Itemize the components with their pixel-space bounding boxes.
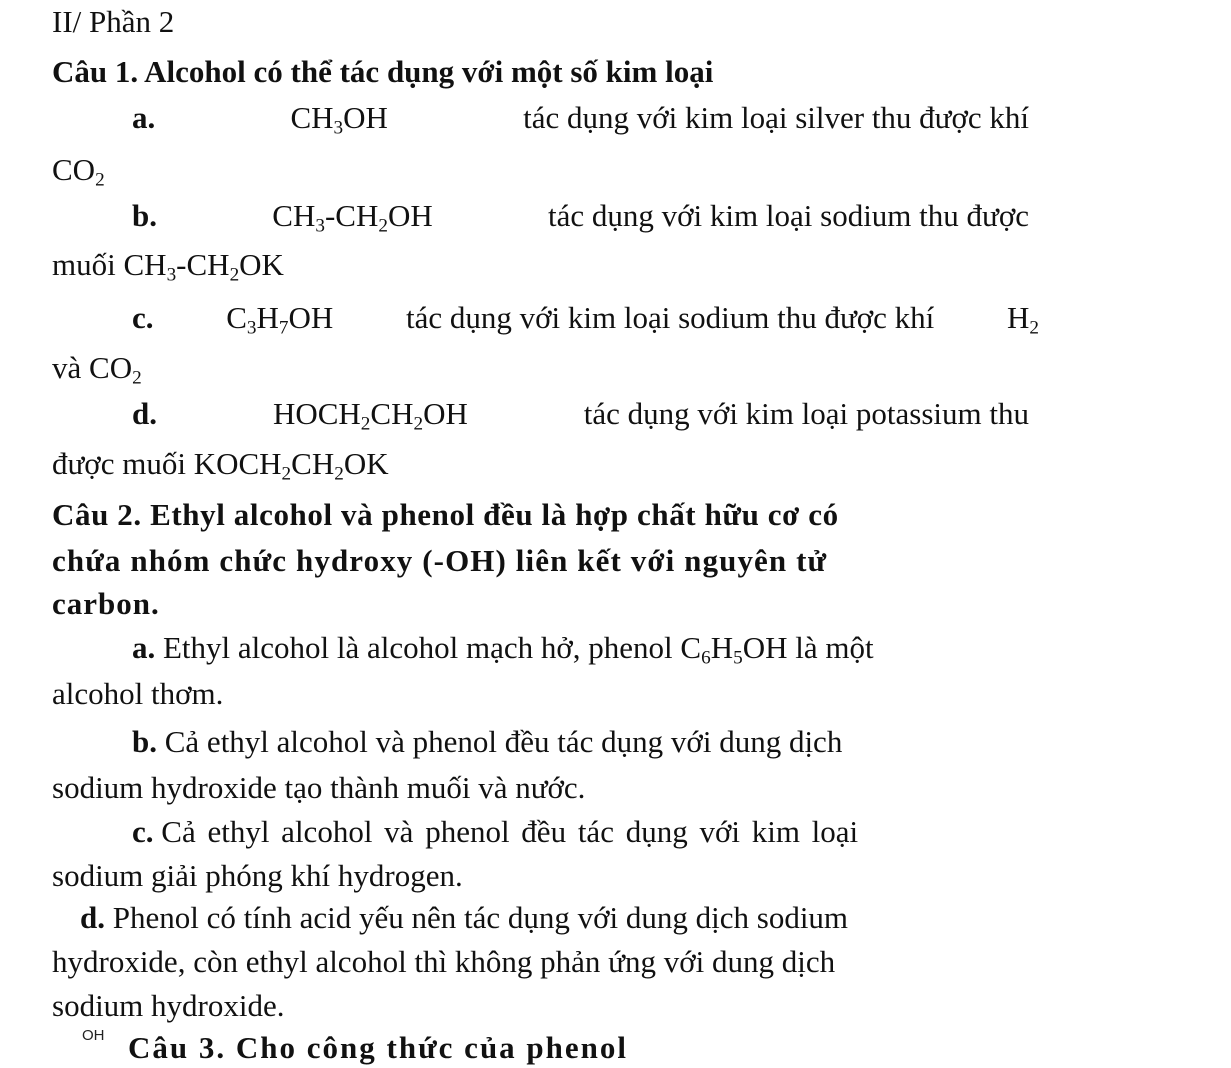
q1-c-label: c.	[132, 300, 154, 335]
q2-option-b-line1: b. Cả ethyl alcohol và phenol đều tác dụng với dung dịch	[132, 724, 843, 759]
q2-option-b-line2: sodium hydroxide tạo thành muối và nước.	[52, 770, 586, 805]
question-2-title-line3: carbon.	[52, 586, 160, 621]
q2-c-label: c.	[132, 814, 154, 849]
q1-b-label: b.	[132, 198, 157, 233]
q2-a-label: a.	[132, 630, 156, 665]
q1-option-b-line1	[0, 196, 1099, 236]
q2-option-d-line2: hydroxide, còn ethyl alcohol thì không phản ứng với dung dịch	[52, 944, 836, 979]
q1-option-d-line2: được muối $KOCH_2CH_2OK$	[52, 446, 389, 485]
q1-option-a-line2: $CO_2$	[52, 152, 105, 191]
question-1-title: Câu 1. Alcohol có thể tác dụng với một số kim loại	[52, 54, 714, 89]
q2-option-c-line1: c. Cả ethyl alcohol và phenol đều tác dụng với kim loại	[132, 814, 859, 849]
question-3-title-clipped	[0, 1022, 1099, 1065]
question-2-title-line2: chứa nhóm chức hydroxy (-OH) liên kết với nguyên tử	[52, 543, 828, 578]
q2-b-label: b.	[132, 724, 157, 759]
q2-option-a-line1: a. Ethyl alcohol là alcohol mạch hở, phenol $C_6H_5OH$ là một	[132, 630, 874, 669]
question-3-title: Câu 3. Cho công thức của phenol	[128, 1030, 629, 1065]
q1-c-formula: $C_3H_7OH$	[226, 300, 334, 339]
q1-option-c-line2: và $CO_2$	[52, 350, 142, 389]
q2-option-d-line3: sodium hydroxide.	[52, 988, 285, 1023]
q1-a-label: a.	[132, 100, 156, 135]
section-title: II/ Phần 2	[52, 4, 175, 39]
q1-a-formula: $CH_3OH$	[290, 100, 388, 139]
question-2-title-line1: Câu 2. Ethyl alcohol và phenol đều là hợp chất hữu cơ có	[52, 497, 839, 532]
q1-option-d-line1	[0, 394, 1099, 434]
phenol-oh-label: OH	[82, 1027, 105, 1044]
q2-a-formula: $C_6H_5OH$	[680, 630, 788, 669]
q1-b-formula: $CH_3-CH_2OH$	[272, 198, 433, 237]
q2-option-c-line2: sodium giải phóng khí hydrogen.	[52, 858, 463, 893]
q2-d-label: d.	[80, 900, 105, 935]
q2-option-d-line1: d. Phenol có tính acid yếu nên tác dụng với dung dịch sodium	[80, 900, 849, 935]
q1-a-text: tác dụng với kim loại silver thu được khí	[523, 100, 1029, 135]
q1-c-text: tác dụng với kim loại sodium thu được khí	[405, 300, 935, 335]
q1-option-c-line1	[0, 298, 1099, 338]
q1-option-a-line1	[0, 98, 1099, 138]
q1-d-label: d.	[132, 396, 157, 431]
q1-b-text: tác dụng với kim loại sodium thu được	[548, 198, 1029, 233]
q1-d-text: tác dụng với kim loại potassium thu	[583, 396, 1029, 431]
q1-option-b-line2: muối $CH_3-CH_2OK$	[52, 247, 284, 286]
q1-d-formula: $HOCH_2CH_2OH$	[272, 396, 468, 435]
q2-option-a-line2: alcohol thơm.	[52, 676, 224, 711]
q1-c-h2: $H_2$	[1006, 300, 1039, 339]
